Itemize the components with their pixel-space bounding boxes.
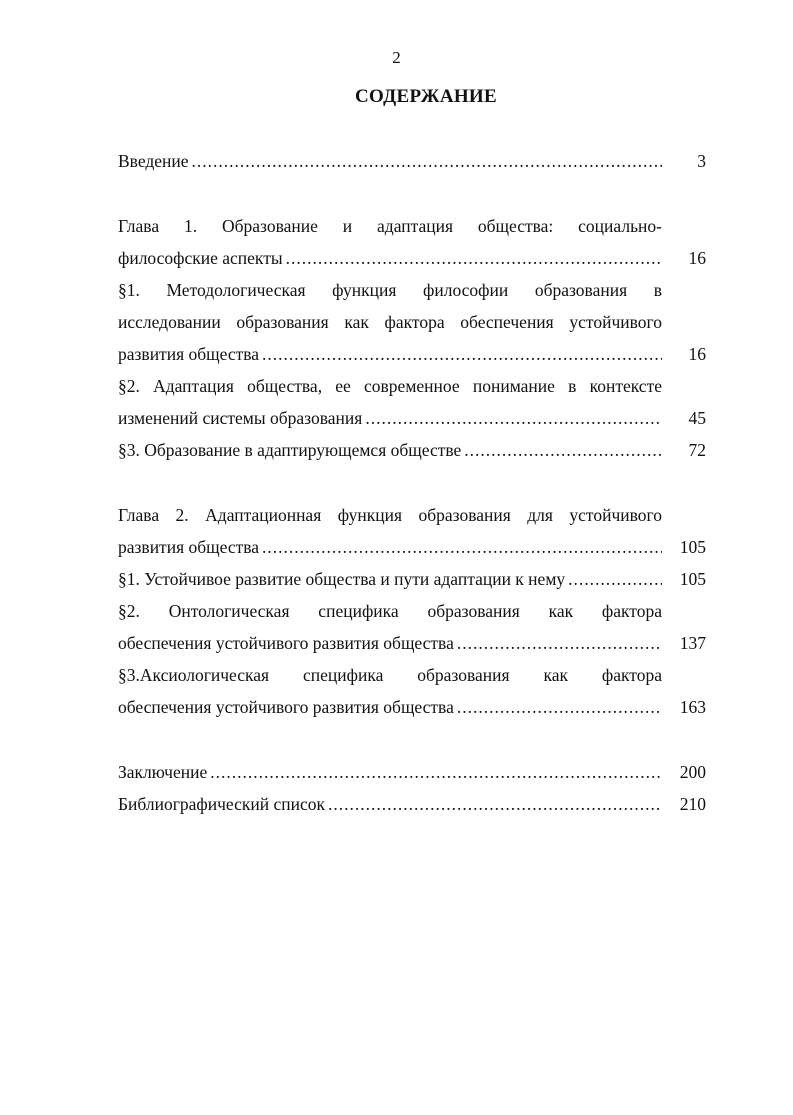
leader-dots <box>262 531 662 563</box>
toc-entry-chapter-1-section-3 <box>118 434 706 466</box>
toc-page-number: 105 <box>679 537 706 557</box>
toc-entry-title: §3. Образование в адаптирующемся обществе <box>118 440 462 460</box>
toc-entry-title: обеспечения устойчивого развития общества <box>118 633 454 653</box>
table-of-contents <box>118 145 706 820</box>
toc-entry-line: Глава 2. Адаптационная функция образования для устойчивого <box>118 505 662 525</box>
toc-entry-chapter-1-section-1 <box>118 274 706 370</box>
toc-entry-bibliography <box>118 788 706 820</box>
leader-dots <box>457 627 662 659</box>
toc-page-number: 105 <box>679 569 706 589</box>
toc-entry-line: §3.Аксиологическая специфика образования как фактора <box>118 665 662 685</box>
toc-entry-title: обеспечения устойчивого развития общества <box>118 697 454 717</box>
toc-entry-chapter-1 <box>118 210 706 274</box>
toc-entry-chapter-2-section-3 <box>118 659 706 723</box>
leader-dots <box>210 756 662 788</box>
toc-entry-title: изменений системы образования <box>118 408 363 428</box>
toc-page-number: 45 <box>688 408 706 428</box>
toc-entry-intro <box>118 145 706 177</box>
toc-entry-chapter-2-section-2 <box>118 595 706 659</box>
toc-page-number: 72 <box>688 440 706 460</box>
toc-page-number: 16 <box>688 248 706 268</box>
toc-entry-line: §1. Методологическая функция философии образования в <box>118 280 662 300</box>
toc-page-number: 163 <box>679 697 706 717</box>
leader-dots <box>262 338 662 370</box>
leader-dots <box>568 563 662 595</box>
toc-page-number: 210 <box>679 794 706 814</box>
toc-entry-title: Введение <box>118 151 189 171</box>
toc-entry-chapter-2-section-1 <box>118 563 706 595</box>
toc-entry-chapter-2 <box>118 499 706 563</box>
leader-dots <box>328 788 662 820</box>
leader-dots <box>286 242 662 274</box>
leader-dots <box>464 434 662 466</box>
toc-entry-chapter-1-section-2 <box>118 370 706 434</box>
toc-entry-title: §1. Устойчивое развитие общества и пути адаптации к нему <box>118 569 566 589</box>
toc-entry-line: исследовании образования как фактора обеспечения устойчивого <box>118 312 662 332</box>
page-number: 2 <box>392 48 401 67</box>
toc-entry-line: §2. Онтологическая специфика образования как фактора <box>118 601 662 621</box>
toc-title: СОДЕРЖАНИЕ <box>355 86 497 107</box>
toc-entry-title: развития общества <box>118 344 260 364</box>
leader-dots <box>457 691 662 723</box>
toc-entry-title: Заключение <box>118 762 208 782</box>
toc-entry-title: развития общества <box>118 537 260 557</box>
toc-page-number: 16 <box>688 344 706 364</box>
toc-page-number: 200 <box>679 762 706 782</box>
toc-entry-conclusion <box>118 756 706 788</box>
leader-dots <box>192 145 662 177</box>
toc-entry-title: Библиографический список <box>118 794 326 814</box>
toc-entry-title: философские аспекты <box>118 248 283 268</box>
leader-dots <box>365 402 662 434</box>
toc-page-number: 137 <box>679 633 706 653</box>
toc-entry-line: §2. Адаптация общества, ее современное понимание в контексте <box>118 376 662 396</box>
toc-entry-line: Глава 1. Образование и адаптация общества: социально- <box>118 216 662 236</box>
toc-page-number: 3 <box>697 151 706 171</box>
